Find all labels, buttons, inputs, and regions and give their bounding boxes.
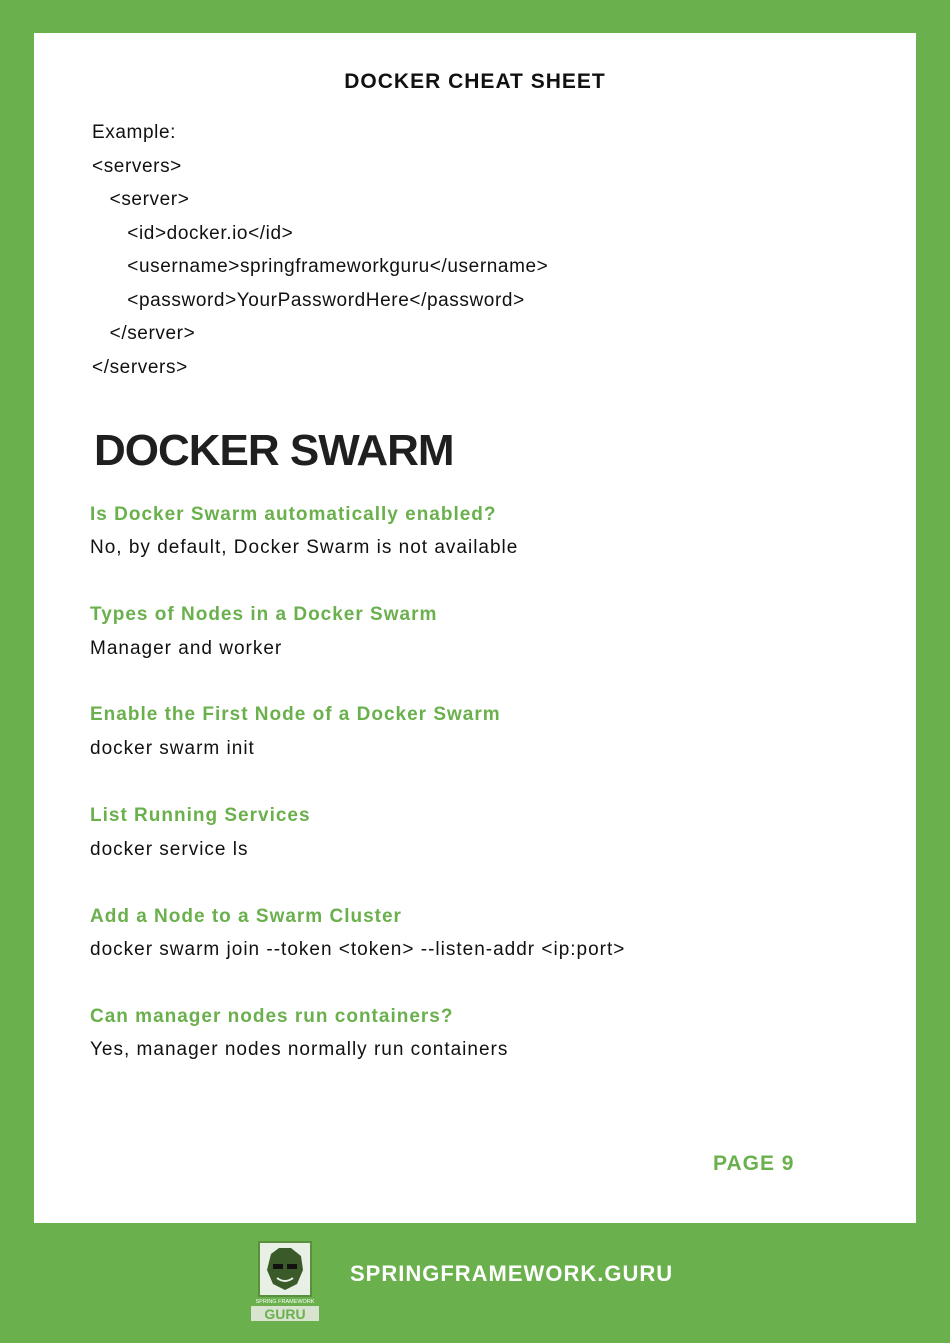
logo-glasses-right	[287, 1264, 297, 1269]
faq-answer: docker service ls	[90, 839, 249, 860]
logo-text-top: SPRING FRAMEWORK	[255, 1299, 315, 1305]
sheet-title: DOCKER CHEAT SHEET	[344, 70, 606, 93]
faq-answer: Manager and worker	[90, 638, 283, 659]
faq-answer: docker swarm init	[90, 738, 255, 759]
code-line: <servers>	[92, 156, 182, 177]
faq-answer: docker swarm join --token <token> --listen-addr <ip:port>	[90, 939, 626, 960]
code-line: <id>docker.io</id>	[92, 223, 294, 244]
faq-answer: No, by default, Docker Swarm is not available	[90, 537, 519, 558]
code-line: <server>	[92, 189, 190, 210]
guru-logo-icon	[249, 1240, 321, 1322]
code-line: <password>YourPasswordHere</password>	[92, 290, 525, 311]
footer-site-link[interactable]: SPRINGFRAMEWORK.GURU	[350, 1261, 674, 1286]
section-title: DOCKER SWARM	[94, 426, 454, 475]
faq-question: List Running Services	[90, 805, 311, 826]
code-line: </servers>	[92, 357, 188, 378]
faq-answer: Yes, manager nodes normally run containers	[90, 1039, 509, 1060]
faq-question: Enable the First Node of a Docker Swarm	[90, 704, 501, 725]
faq-question: Add a Node to a Swarm Cluster	[90, 906, 402, 927]
code-line: </server>	[92, 323, 196, 344]
faq-question: Can manager nodes run containers?	[90, 1006, 454, 1027]
logo-text-bottom: GURU	[264, 1306, 306, 1322]
faq-question: Types of Nodes in a Docker Swarm	[90, 604, 438, 625]
code-line: <username>springframeworkguru</username>	[92, 256, 549, 277]
page-number: PAGE 9	[713, 1152, 795, 1175]
logo-glasses-left	[273, 1264, 283, 1269]
faq-question: Is Docker Swarm automatically enabled?	[90, 504, 497, 525]
example-label: Example:	[92, 122, 177, 143]
